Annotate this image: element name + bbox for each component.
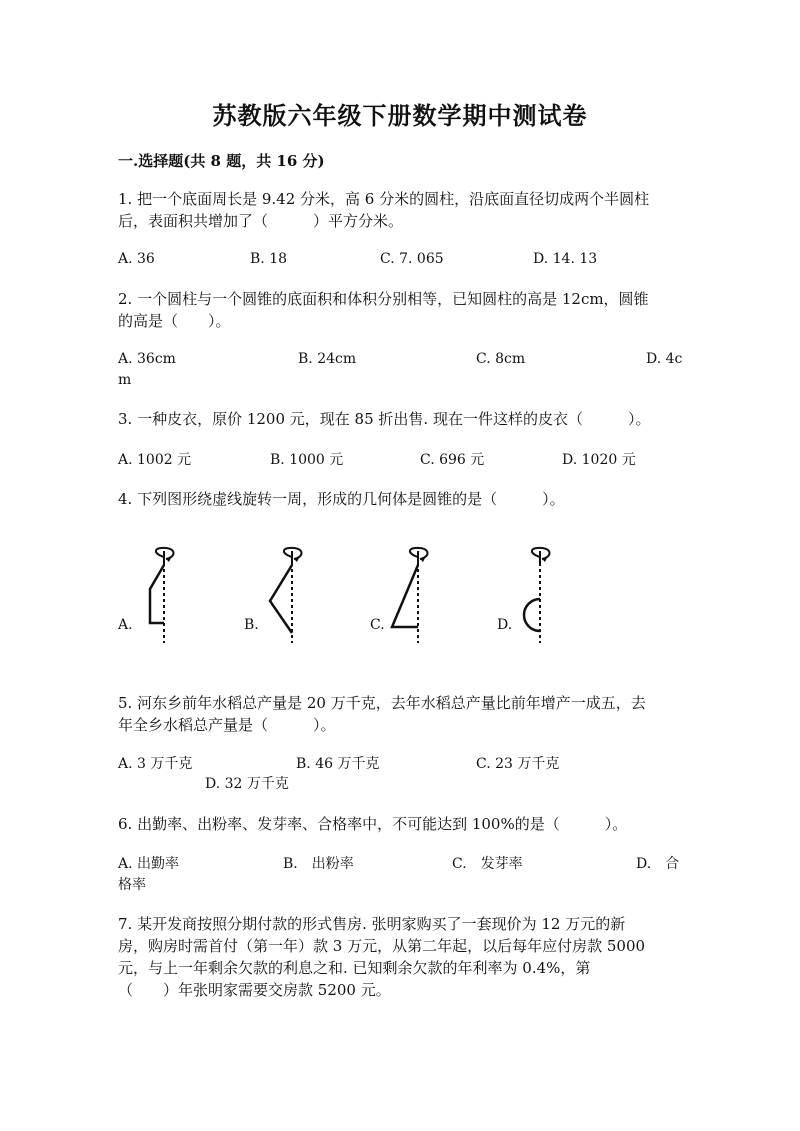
question-3-line-1: 3. 一种皮衣，原价 1200 元，现在 85 折出售. 现在一件这样的皮衣（ ）。 [118, 410, 651, 428]
figure-a [136, 545, 186, 649]
shape-outline [270, 565, 292, 633]
question-2-line-2: 的高是（ ）。 [118, 312, 231, 330]
question-1-line-1: 1. 把一个底面周长是 9.42 分米，高 6 分米的圆柱，沿底面直径切成两个半圆柱 [118, 190, 650, 208]
question-3-option-c: C. 696 元 [420, 452, 485, 468]
question-6-option-d-wrap: 格率 [118, 877, 146, 893]
question-2-option-d: D. 4c [646, 351, 683, 367]
question-4-option-a: A. [118, 617, 133, 633]
question-2-option-b: B. 24cm [298, 351, 357, 367]
question-4-option-b: B. [244, 617, 259, 633]
question-5-option-b: B. 46 万千克 [296, 756, 380, 772]
question-7-line-1: 7. 某开发商按照分期付款的形式售房. 张明家购买了一套现价为 12 万元的新 [118, 915, 626, 933]
question-5-line-1: 5. 河东乡前年水稻总产量是 20 万千克，去年水稻总产量比前年增产一成五，去 [118, 694, 646, 712]
question-7-line-3: 元，与上一年剩余欠款的利息之和. 已知剩余欠款的年利率为 0.4%，第 [118, 959, 591, 977]
question-5-option-c: C. 23 万千克 [476, 756, 560, 772]
figure-d [512, 545, 562, 649]
question-7-line-2: 房，购房时需首付（第一年）款 3 万元，从第二年起，以后每年应付房款 5000 [118, 937, 646, 955]
question-2-option-a: A. 36cm [118, 351, 176, 367]
question-1-option-d: D. 14. 13 [533, 251, 598, 267]
question-4-line-1: 4. 下列图形绕虚线旋转一周，形成的几何体是圆锥的是（ ）。 [118, 490, 565, 508]
question-1-line-2: 后，表面积共增加了（ ）平方分米。 [118, 212, 404, 230]
question-3-option-b: B. 1000 元 [270, 452, 344, 468]
question-3-option-d: D. 1020 元 [562, 452, 636, 468]
figure-c [388, 545, 438, 649]
question-6-option-b: B. 出粉率 [283, 856, 354, 872]
section-heading: 一.选择题(共 8 题，共 16 分) [118, 152, 325, 170]
question-3-option-a: A. 1002 元 [118, 452, 192, 468]
question-5-option-d: D. 32 万千克 [205, 776, 289, 792]
page-title: 苏教版六年级下册数学期中测试卷 [212, 101, 588, 130]
shape-outline [150, 565, 164, 623]
question-2-line-1: 2. 一个圆柱与一个圆锥的底面积和体积分别相等，已知圆柱的高是 12cm，圆锥 [118, 290, 649, 308]
question-2-option-c: C. 8cm [476, 351, 526, 367]
question-4-option-c: C. [370, 617, 385, 633]
question-1-option-a: A. 36 [118, 251, 155, 267]
question-4-option-d: D. [497, 617, 513, 633]
question-6-option-a: A. 出勤率 [118, 856, 180, 872]
question-5-option-a: A. 3 万千克 [118, 756, 193, 772]
question-6-line-1: 6. 出勤率、出粉率、发芽率、合格率中，不可能达到 100%的是（ ）。 [118, 815, 628, 833]
question-6-option-c: C. 发芽率 [452, 856, 523, 872]
shape-outline [524, 599, 540, 631]
shape-outline [392, 565, 418, 627]
question-1-option-b: B. 18 [250, 251, 288, 267]
question-2-option-d-wrap: m [118, 372, 132, 388]
question-7-line-4: （ ）年张明家需要交房款 5200 元。 [118, 981, 391, 999]
figure-b [262, 545, 312, 649]
question-6-option-d: D. 合 [636, 856, 680, 872]
question-1-option-c: C. 7. 065 [380, 251, 444, 267]
question-5-line-2: 年全乡水稻总产量是（ ）。 [118, 716, 336, 734]
